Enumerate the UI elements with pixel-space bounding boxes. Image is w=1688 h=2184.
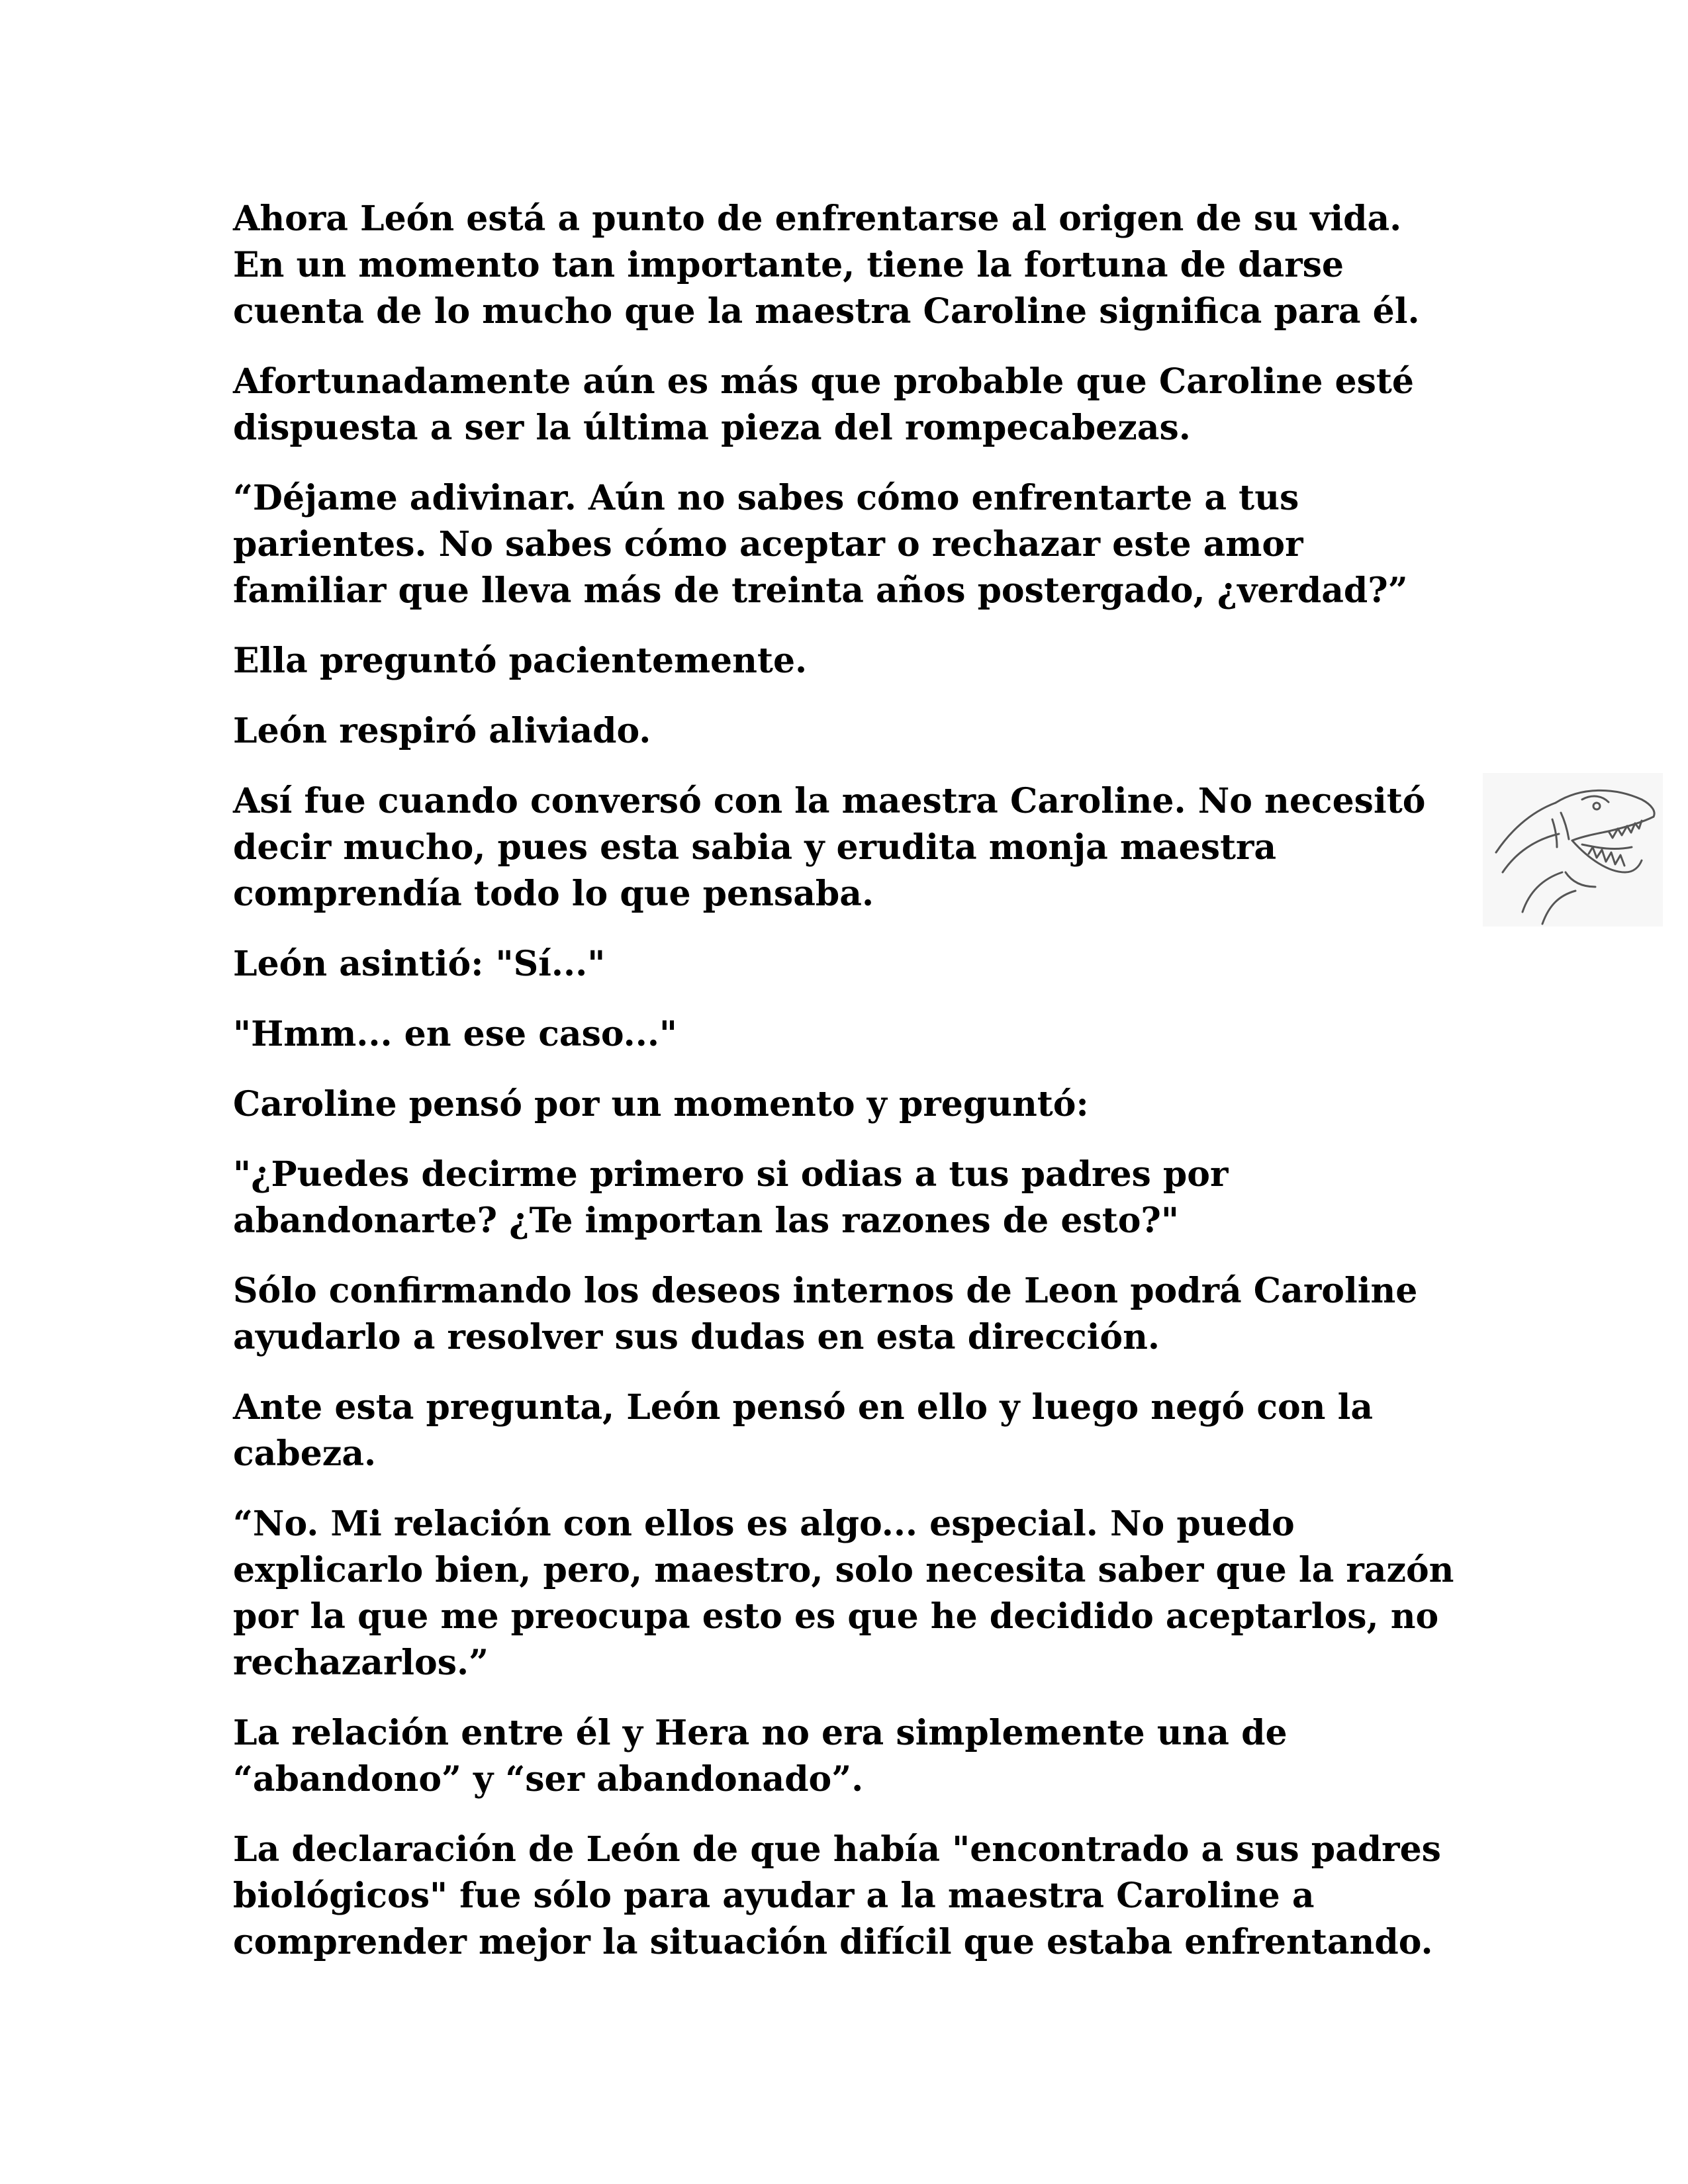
paragraph-13: “No. Mi relación con ellos es algo... especial. No puedo explicarlo bien, pero, maestro, solo necesita saber que la razón por la que me preocupa esto es que he decidido aceptarlos, no rechazarlos.”: [233, 1504, 1454, 1683]
paragraph-11: Sólo confirmando los deseos internos de Leon podrá Caroline ayudarlo a resolver sus dudas en esta dirección.: [233, 1271, 1418, 1357]
paragraph-2: Afortunadamente aún es más que probable que Caroline esté dispuesta a ser la última pieza del rompecabezas.: [233, 361, 1414, 448]
paragraph-4: Ella preguntó pacientemente.: [233, 641, 808, 681]
paragraph-1: Ahora León está a punto de enfrentarse al origen de su vida. En un momento tan importante, tiene la fortuna de darse cuenta de lo mucho que la maestra Caroline significa para él.: [233, 199, 1420, 332]
dinosaur-head-sketch-icon: [1483, 773, 1663, 927]
paragraph-12: Ante esta pregunta, León pensó en ello y luego negó con la cabeza.: [233, 1387, 1374, 1474]
paragraph-7: León asintió: "Sí...": [233, 944, 606, 984]
paragraph-10: "¿Puedes decirme primero si odias a tus padres por abandonarte? ¿Te importan las razones de esto?": [233, 1154, 1229, 1241]
paragraph-9: Caroline pensó por un momento y preguntó:: [233, 1084, 1089, 1124]
body-text: [233, 196, 1511, 1989]
paragraph-8: "Hmm... en ese caso...": [233, 1014, 678, 1054]
paragraph-6: Así fue cuando conversó con la maestra Caroline. No necesitó decir mucho, pues esta sabia y erudita monja maestra comprendía todo lo que pensaba.: [233, 781, 1426, 914]
paragraph-14: La relación entre él y Hera no era simplemente una de “abandono” y “ser abandonado”.: [233, 1713, 1288, 1799]
paragraph-15: La declaración de León de que había "encontrado a sus padres biológicos" fue sólo para ayudar a la maestra Caroline a comprender mejor la situación difícil que estaba enfrentando.: [233, 1829, 1441, 1962]
paragraph-3: “Déjame adivinar. Aún no sabes cómo enfrentarte a tus parientes. No sabes cómo aceptar o rechazar este amor familiar que lleva más de treinta años postergado, ¿verdad?”: [233, 478, 1408, 611]
paragraph-5: León respiró aliviado.: [233, 711, 651, 751]
